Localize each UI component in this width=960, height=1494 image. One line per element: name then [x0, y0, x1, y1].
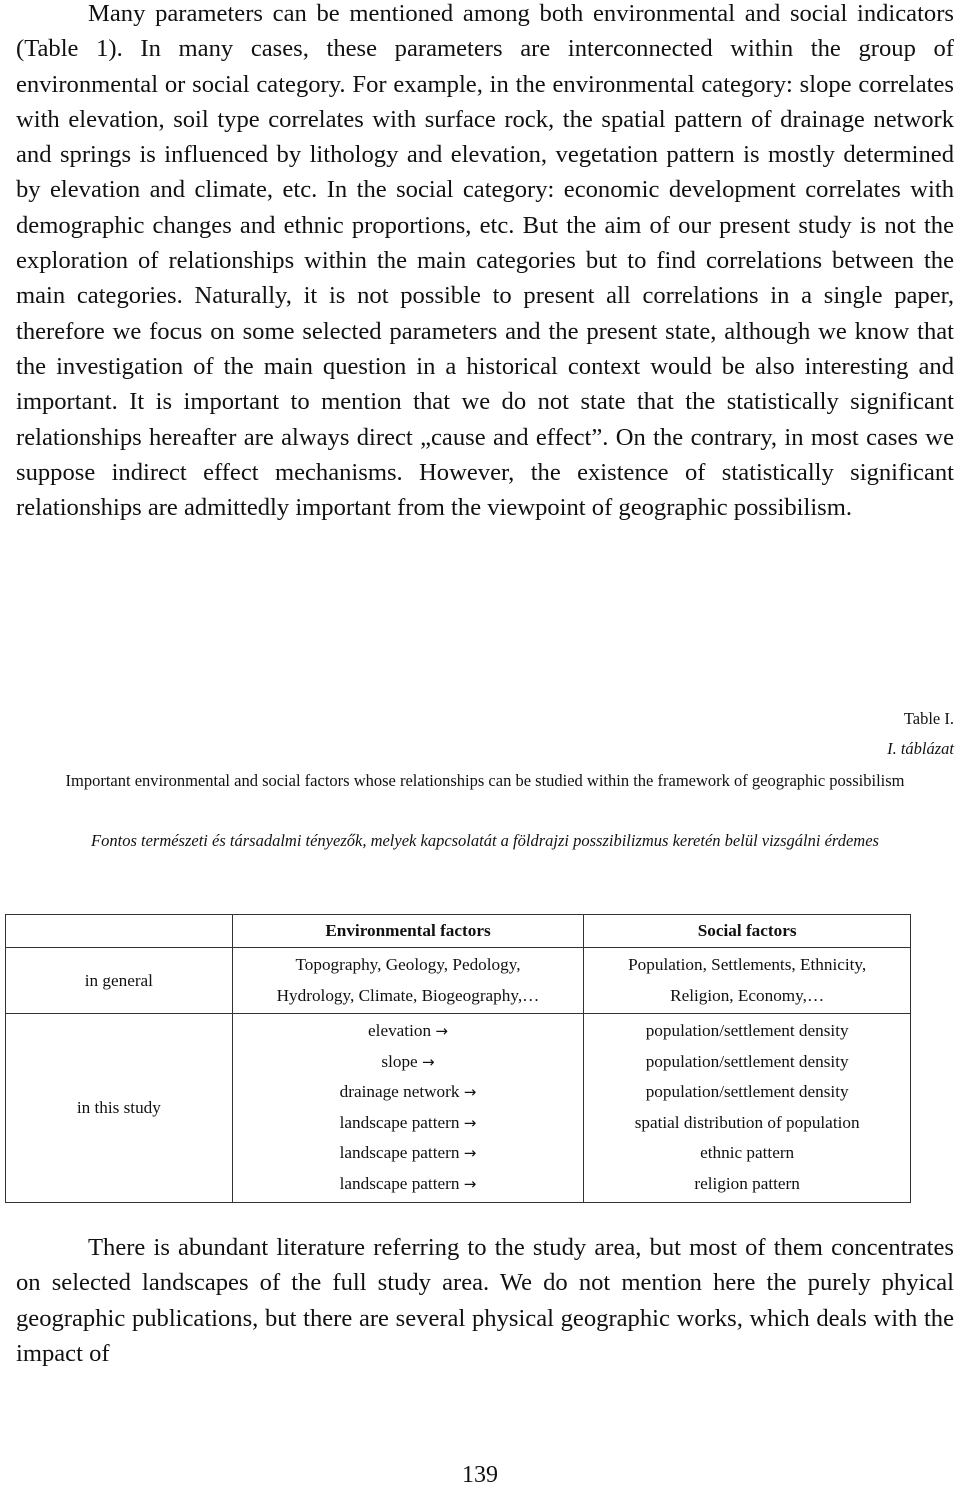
list-item: Religion, Economy,…	[670, 985, 825, 1005]
general-social-cell	[584, 948, 911, 1014]
page-number: 139	[462, 1462, 498, 1488]
table-title-english: Important environmental and social factors whose relationships can be studied within the framework of geographic possibilism	[65, 771, 905, 790]
arrow-right-icon: →	[435, 1022, 448, 1040]
table-title-hungarian: Fontos természeti és társadalmi tényezők, melyek kapcsolatát a földrajzi posszibilizmus keretén belül vizsgálni érdemes	[91, 831, 879, 850]
table-label: Table I.	[903, 709, 954, 728]
header-empty-cell	[6, 915, 233, 948]
list-item: population/settlement density	[645, 1021, 849, 1040]
row-label-study: in this study	[6, 1014, 233, 1203]
study-social-cell	[584, 1014, 911, 1203]
body-paragraph: Many parameters can be mentioned among both environmental and social indicators (Table 1). In many cases, these parameters are interconnected within the group of environmental or social category. For example, in the environmental category: slope correlates with elevation, soil type correlates with surface rock, the spatial pattern of drainage network and springs is influenced by lithology and elevation, vegetation pattern is mostly determined by elevation and climate, etc. In the social category: economic development correlates with demographic changes and ethnic proportions, etc. But the aim of our present study is not the exploration of relationships within the main categories but to find correlations between the main categories. Naturally, it is not possible to present all correlations in a single paper, therefore we focus on some selected parameters and the present state, although we know that the investigation of the main question in a historical context would be also interesting and important. It is important to mention that we do not state that the statistically significant relationships hereafter are always direct „cause and effect”. On the contrary, in most cases we suppose indirect effect mechanisms. However, the existence of statistically significant relationships are admittedly important from the viewpoint of geographic possibilism.	[16, 0, 954, 522]
table-row-study	[6, 1014, 911, 1203]
header-social-factors: Social factors	[584, 915, 911, 948]
general-environmental-list	[233, 948, 584, 1013]
table-label-hungarian: I. táblázat	[887, 739, 954, 758]
arrow-right-icon: →	[463, 1113, 477, 1132]
list-item: landscape pattern →	[339, 1173, 477, 1193]
arrow-right-icon: →	[463, 1144, 477, 1162]
list-item: drainage network →	[339, 1082, 477, 1101]
factors-table	[5, 914, 911, 1203]
arrow-right-icon: →	[463, 1174, 477, 1193]
list-item: religion pattern	[694, 1173, 800, 1193]
list-item: landscape pattern →	[339, 1112, 477, 1132]
list-item: Topography, Geology, Pedology,	[295, 955, 521, 974]
study-social-list	[584, 1014, 910, 1202]
body-paragraph: There is abundant literature referring to the study area, but most of them concentrates on selected landscapes of the full study area. We do not mention here the purely phyical geographic publications, but there are several physical geographic works, which deals with the impact of	[16, 1234, 954, 1367]
list-item: ethnic pattern	[700, 1143, 795, 1162]
arrow-right-icon: →	[421, 1052, 435, 1071]
list-item: Hydrology, Climate, Biogeography,…	[276, 985, 540, 1005]
header-environmental-factors: Environmental factors	[232, 915, 584, 948]
arrow-right-icon: →	[463, 1083, 477, 1101]
list-item: population/settlement density	[645, 1051, 849, 1071]
list-item: spatial distribution of population	[634, 1112, 860, 1132]
table-header-row	[6, 915, 911, 948]
list-item: elevation →	[368, 1021, 448, 1040]
general-environmental-cell	[232, 948, 584, 1014]
study-environmental-cell	[232, 1014, 584, 1203]
table-row-general	[6, 948, 911, 1014]
general-social-list	[584, 948, 910, 1013]
row-label-general: in general	[6, 948, 233, 1014]
list-item: Population, Settlements, Ethnicity,	[628, 955, 867, 974]
study-environmental-list	[233, 1014, 584, 1202]
list-item: landscape pattern →	[339, 1143, 477, 1162]
list-item: slope →	[381, 1051, 435, 1071]
list-item: population/settlement density	[645, 1082, 849, 1101]
